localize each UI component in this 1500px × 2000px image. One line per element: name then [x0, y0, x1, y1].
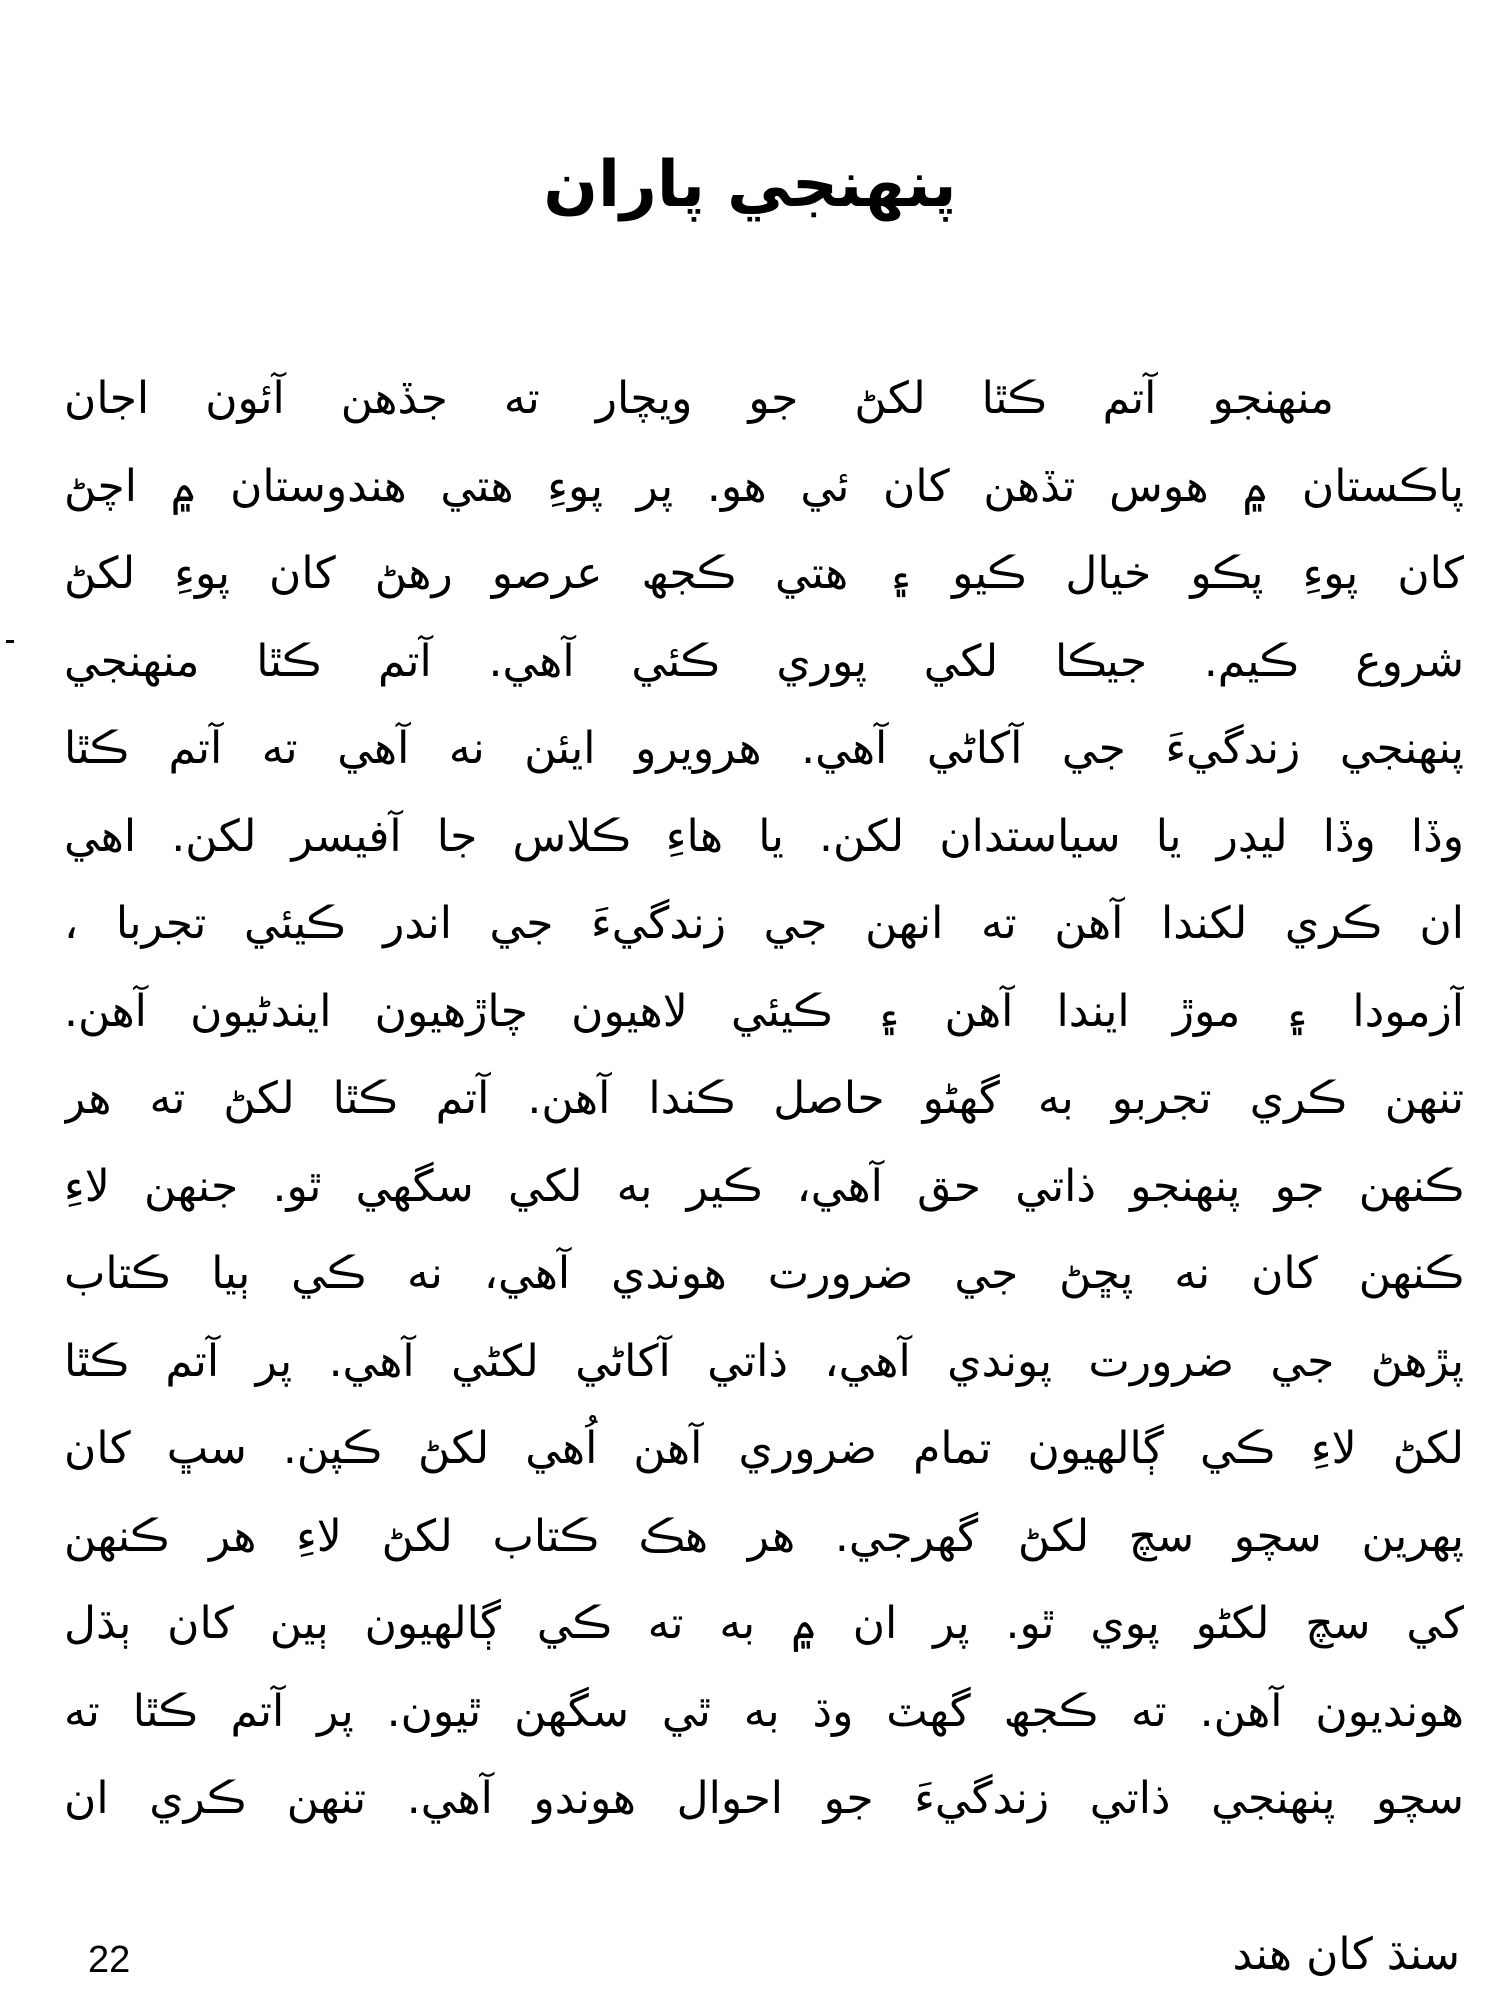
page-title: پنهنجي پاران [543, 148, 957, 222]
page-number: 22 [88, 1939, 131, 1981]
paragraph-line: ڪنهن جو پنهنجو ذاتي حق آهي، ڪير به لکي سگهي ٿو. جنهن لاءِ [64, 1160, 1464, 1212]
paragraph-line: پهرين سچو سچ لکڻ گهرجي. هر هڪ ڪتاب لکڻ لاءِ هر ڪنهن [64, 1510, 1464, 1562]
paragraph-line: آزمودا ۽ موڙ ايندا آهن ۽ ڪيئي لاهيون چاڙهيون ايندڻيون آهن. [64, 985, 1464, 1037]
body-paragraph [64, 355, 1464, 1843]
paragraph-line: ڪنهن کان نه پڇڻ جي ضرورت هوندي آهي، نه ڪي ٻيا ڪتاب [64, 1248, 1464, 1299]
paragraph-line: هونديون آهن. ته ڪجھ گهٽ وڌ به ٿي سگهن ٿيون. پر آتم ڪٿا ته [64, 1685, 1464, 1737]
paragraph-line: وڏا وڏا ليڊر يا سياستدان لکن. يا هاءِ ڪلاس جا آفيسر لکن. اهي [64, 810, 1464, 862]
paragraph-line: پڙهڻ جي ضرورت پوندي آهي، ذاتي آکاڻي لکڻي آهي. پر آتم ڪٿا [64, 1335, 1464, 1387]
paragraph-line: ان ڪري لکندا آهن ته انهن جي زندگيءَ جي اندر ڪيئي تجربا ، [64, 898, 1464, 949]
margin-mark [6, 640, 14, 643]
paragraph-line: کان پوءِ پڪو خيال ڪيو ۽ هتي ڪجھ عرصو رهڻ کان پوءِ لکڻ [64, 548, 1464, 599]
paragraph-line: پاڪستان ۾ هوس تڏهن کان ئي هو. پر پوءِ هتي هندوستان ۾ اچڻ [64, 460, 1464, 512]
paragraph-line: شروع ڪيم. جيڪا لکي پوري ڪئي آهي. آتم ڪٿا منهنجي [64, 635, 1464, 687]
paragraph-line: کي سچ لکڻو پوي ٿو. پر ان ۾ به ته ڪي ڳالهيون ٻين کان ٻڌل [64, 1598, 1464, 1649]
running-footer-title: سنڌ کان هند [1232, 1929, 1460, 1980]
paragraph-line: تنهن ڪري تجربو به گهڻو حاصل ڪندا آهن. آتم ڪٿا لکڻ ته هر [64, 1073, 1464, 1124]
paragraph-line: لکڻ لاءِ ڪي ڳالهيون تمام ضروري آهن اُهي لکڻ ڪپن. سڀ کان [64, 1423, 1464, 1474]
paragraph-line: سچو پنهنجي ذاتي زندگيءَ جو احوال هوندو آهي. تنهن ڪري ان [64, 1773, 1464, 1824]
paragraph-line: پنهنجي زندگيءَ جي آکاڻي آهي. هرويرو ايئن نه آهي ته آتم ڪٿا [64, 723, 1464, 774]
paragraph-line: منهنجو آتم ڪٿا لکڻ جو ويچار ته جڏهن آئون اجان [64, 373, 1334, 424]
